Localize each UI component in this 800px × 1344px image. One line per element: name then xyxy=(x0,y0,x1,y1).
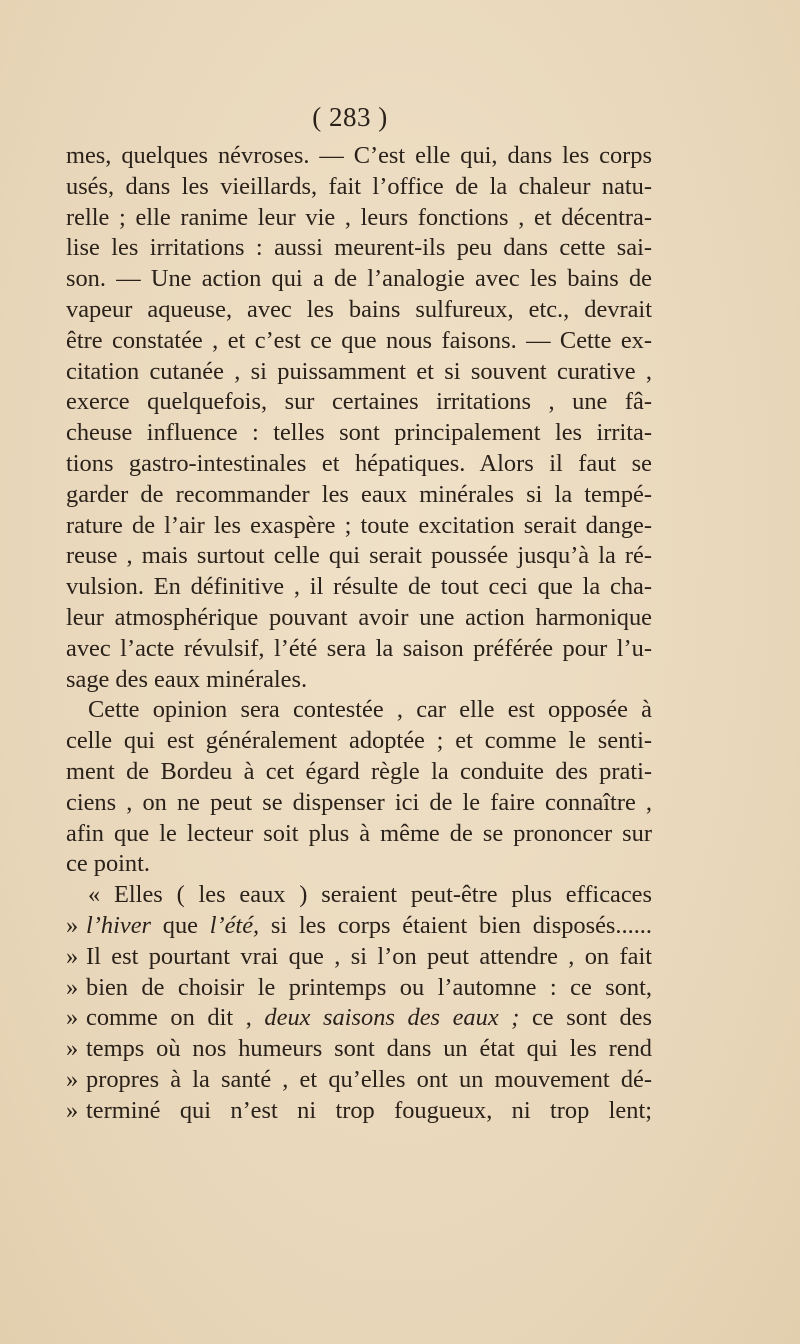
quote-text: ce sont des xyxy=(519,1004,652,1032)
italic-text: l’hiver xyxy=(86,911,152,939)
text-line: mes, quelques névroses. — C’est elle qui, dans les corps xyxy=(66,142,652,169)
quote-line xyxy=(66,1034,652,1065)
quote-text: bien de choisir le printemps ou l’automne : ce sont, xyxy=(86,973,652,1001)
quote-mark: » xyxy=(66,942,79,970)
italic-text: l’été, xyxy=(209,911,260,939)
paragraph xyxy=(66,141,652,695)
quote-line xyxy=(66,942,652,973)
text-line: sage des eaux minérales. xyxy=(66,665,308,693)
quote-line xyxy=(66,1003,652,1034)
text-line: afin que le lecteur soit plus à même de se prononcer sur xyxy=(66,819,652,847)
quote-mark: » xyxy=(66,1004,79,1032)
text-line: être constatée , et c’est ce que nous faisons. — Cette ex- xyxy=(66,326,652,354)
quote-line xyxy=(66,911,652,942)
text-line: ciens , on ne peut se dispenser ici de le faire connaître , xyxy=(66,788,652,816)
quote-text: Il est pourtant vrai que , si l’on peut attendre , on fait xyxy=(86,942,652,970)
text-line: ment de Bordeu à cet égard règle la conduite des prati- xyxy=(66,757,652,785)
text-line: celle qui est généralement adoptée ; et comme le senti- xyxy=(66,727,652,755)
quotation xyxy=(66,880,652,1126)
quote-line: « Elles ( les eaux ) seraient peut-être plus efficaces xyxy=(88,881,652,909)
quote-text: temps où nos humeurs sont dans un état qui les rend xyxy=(86,1035,652,1063)
quote-line xyxy=(66,1096,652,1127)
quote-mark: » xyxy=(66,973,79,1001)
text-line: rature de l’air les exaspère ; toute excitation serait dange- xyxy=(66,511,652,539)
text-line: reuse , mais surtout celle qui serait poussée jusqu’à la ré- xyxy=(66,542,652,570)
paragraph xyxy=(66,695,652,880)
text-line: Cette opinion sera contestée , car elle est opposée à xyxy=(88,696,652,724)
text-line: leur atmosphérique pouvant avoir une action harmonique xyxy=(66,603,652,631)
quote-text: comme on dit , xyxy=(86,1004,265,1032)
text-line: ce point. xyxy=(66,850,150,878)
text-line: cheuse influence : telles sont principalement les irrita- xyxy=(66,419,652,447)
text-line: relle ; elle ranime leur vie , leurs fonctions , et décentra- xyxy=(66,203,652,231)
text-line: citation cutanée , si puissamment et si souvent curative , xyxy=(66,357,652,385)
text-line: vapeur aqueuse, avec les bains sulfureux, etc., devrait xyxy=(66,295,652,323)
quote-text: si les corps étaient bien disposés...... xyxy=(259,911,652,939)
text-line: avec l’acte révulsif, l’été sera la saison préférée pour l’u- xyxy=(66,634,652,662)
text-line: garder de recommander les eaux minérales si la tempé- xyxy=(66,480,652,508)
page-number: ( 283 ) xyxy=(312,102,388,132)
quote-mark: » xyxy=(66,1035,79,1063)
quote-line xyxy=(66,973,652,1004)
text-line: exerce quelquefois, sur certaines irritations , une fâ- xyxy=(66,388,652,416)
quote-mark: » xyxy=(66,911,79,939)
text-line: son. — Une action qui a de l’analogie avec les bains de xyxy=(66,265,652,293)
quote-line xyxy=(66,1065,652,1096)
text-line: lise les irritations : aussi meurent-ils peu dans cette sai- xyxy=(66,234,652,262)
italic-text: deux saisons des eaux ; xyxy=(264,1004,520,1032)
text-line: tions gastro-intestinales et hépatiques. Alors il faut se xyxy=(66,449,652,477)
body-text xyxy=(66,141,652,1127)
quote-text: propres à la santé , et qu’elles ont un mouvement dé- xyxy=(86,1065,652,1093)
quote-text: que xyxy=(151,911,210,939)
quote-text: terminé qui n’est ni trop fougueux, ni trop lent; xyxy=(86,1096,652,1124)
quote-mark: » xyxy=(66,1096,79,1124)
text-line: vulsion. En définitive , il résulte de tout ceci que la cha- xyxy=(66,573,652,601)
quote-mark: » xyxy=(66,1065,79,1093)
text-line: usés, dans les vieillards, fait l’office de la chaleur natu- xyxy=(66,172,652,200)
